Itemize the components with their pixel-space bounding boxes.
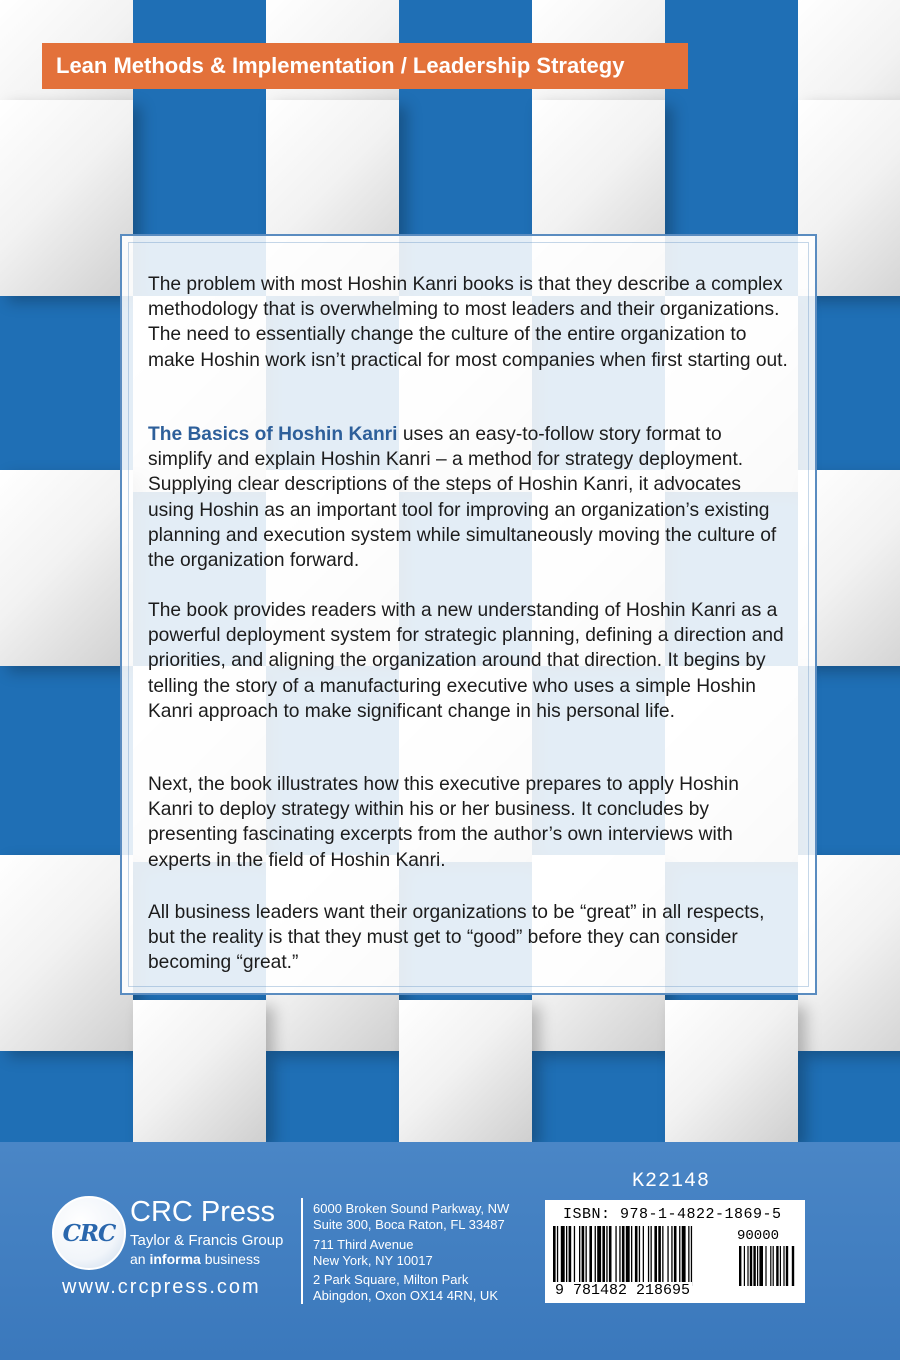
category-banner: Lean Methods & Implementation / Leadership Strategy — [42, 43, 688, 89]
address-1-line-1: 6000 Broken Sound Parkway, NW — [313, 1201, 510, 1216]
checker-square — [133, 1000, 266, 1142]
book-title: The Basics of Hoshin Kanri — [148, 424, 398, 445]
description-paragraph-1: The problem with most Hoshin Kanri books is that they describe a complex methodology that is overwhelming to most leaders and their organizations. The need to essentially change the culture of the entire organization to make Hoshin work isn’t practical for most companies when first starting out. — [148, 274, 788, 371]
barcode-block — [545, 1200, 805, 1303]
publisher-group: Taylor & Francis Group — [130, 1232, 284, 1249]
informa-brand: informa — [149, 1251, 201, 1267]
address-3-line-1: 2 Park Square, Milton Park — [313, 1272, 469, 1287]
crc-logo-text: CRC — [62, 1220, 116, 1247]
publisher-name: CRC Press — [130, 1196, 276, 1228]
description-paragraph-3: The book provides readers with a new understanding of Hoshin Kanri as a powerful deployment system for strategic planning, defining a direction and priorities, and aligning the organization around that direction. It begins by telling the story of a manufacturing executive who uses a simple Hoshin Kanri approach to make significant change in his personal life. — [148, 600, 784, 722]
publisher-informa — [130, 1251, 260, 1267]
crc-logo — [52, 1196, 126, 1270]
description-paragraph-5: All business leaders want their organizations to be “great” in all respects, but the reality is that they must get to “good” before they can consider becoming “great.” — [148, 902, 765, 974]
product-code: K22148 — [632, 1170, 711, 1193]
informa-suffix: business — [200, 1251, 260, 1267]
description-paragraph-2 — [148, 422, 788, 573]
description-paragraph-2-text: uses an easy-to-follow story format to simplify and explain Hoshin Kanri – a method for strategy deployment. Supplying clear descriptions of the steps of Hoshin Kanri, it advocates using Hoshin as an important tool for improving an organization’s existing planning and execution system while simultaneously moving the culture of the organization forward. — [148, 424, 777, 572]
checker-square — [0, 100, 133, 296]
informa-prefix: an — [130, 1251, 150, 1267]
description-panel — [120, 234, 817, 995]
checker-square — [399, 1000, 532, 1142]
barcode-digits: 9 781482 218695 — [555, 1282, 691, 1299]
checker-square — [665, 1000, 798, 1142]
address-2-line-1: 711 Third Avenue — [313, 1237, 414, 1252]
price-code: 90000 — [737, 1228, 780, 1244]
checker-square — [0, 470, 133, 666]
checker-square — [0, 855, 133, 1051]
address-3-line-2: Abingdon, Oxon OX14 4RN, UK — [313, 1288, 498, 1303]
address-divider — [301, 1198, 303, 1304]
isbn-label: ISBN: 978-1-4822-1869-5 — [563, 1206, 782, 1223]
address-1-line-2: Suite 300, Boca Raton, FL 33487 — [313, 1217, 505, 1232]
website-link[interactable]: www.crcpress.com — [62, 1276, 261, 1298]
description-paragraph-4: Next, the book illustrates how this executive prepares to apply Hoshin Kanri to deploy strategy within his or her business. It concludes by presenting fascinating excerpts from the author’s own interviews with experts in the field of Hoshin Kanri. — [148, 774, 739, 871]
address-2-line-2: New York, NY 10017 — [313, 1253, 433, 1268]
